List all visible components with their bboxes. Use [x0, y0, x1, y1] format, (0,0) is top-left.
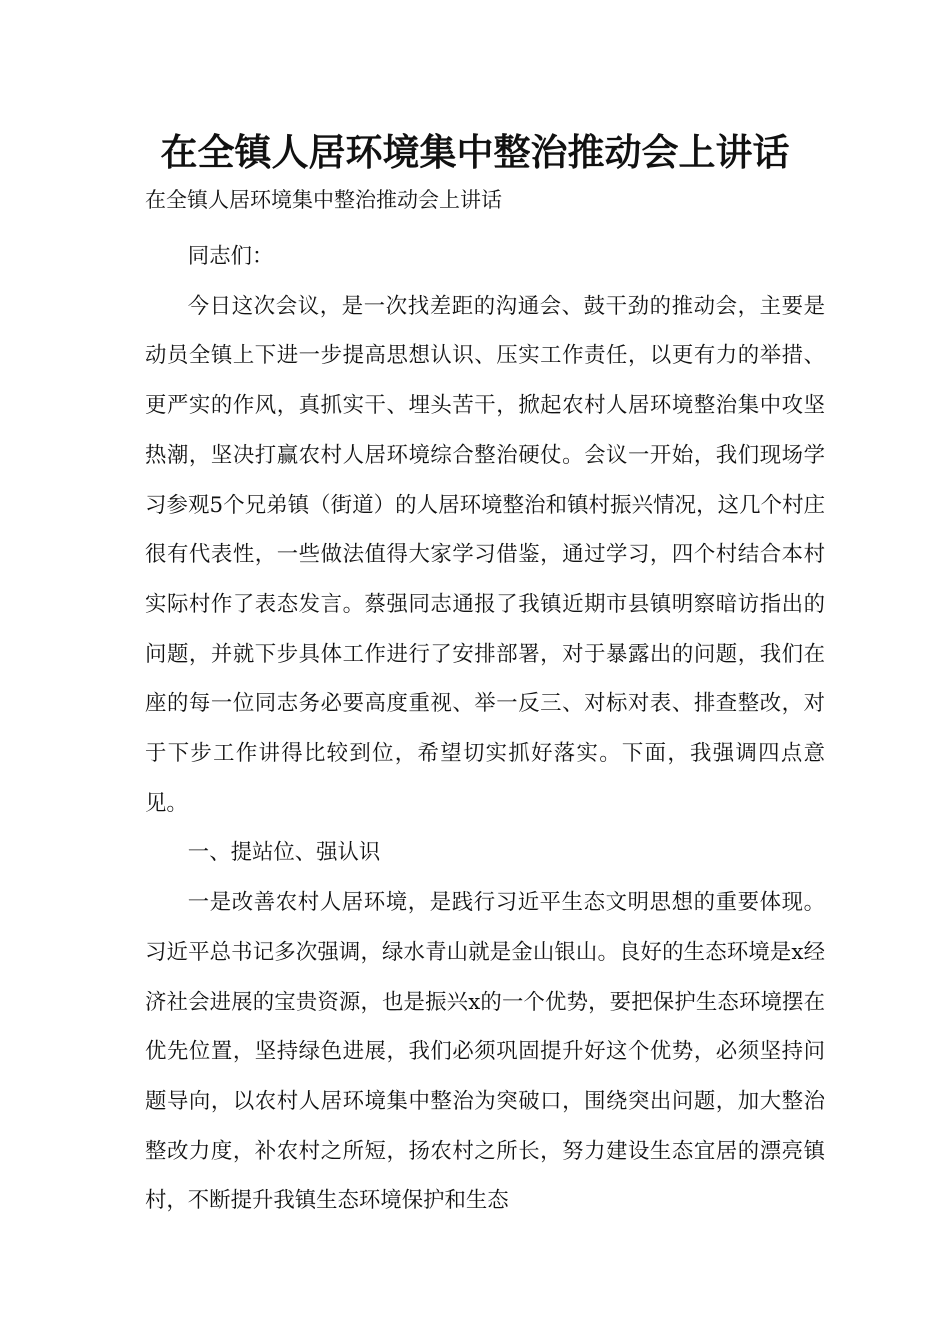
section-heading: 一、提站位、强认识 — [187, 840, 381, 866]
document-subtitle: 在全镇人居环境集中整治推动会上讲话 — [145, 188, 502, 212]
salutation: 同志们： — [187, 244, 274, 269]
document-title: 在全镇人居环境集中整治推动会上讲话 — [160, 131, 790, 174]
paragraph-point-one: 一是改善农村人居环境，是践行习近平生态文明思想的重要体现。习近平总书记多次强调，绿水青山就是金山银山。良好的生态环境是x经济社会进展的宝贵资源，也是振兴x的一个优势，要把保护生态环境摆在优先位置，坚持绿色进展，我们必须巩固提升好这个优势，必须坚持问题导向，以农村人居环境集中整治为突破口，围绕突出问题，加大整治整改力度，补农村之所短，扬农村之所长，努力建设生态宜居的漂亮镇村，不断提升我镇生态环境保护和生态 — [145, 890, 825, 1214]
document-body — [145, 232, 825, 1226]
paragraph-intro: 今日这次会议，是一次找差距的沟通会、鼓干劲的推动会，主要是动员全镇上下进一步提高思想认识、压实工作责任，以更有力的举措、更严实的作风，真抓实干、埋头苦干，掀起农村人居环境整治集中攻坚热潮，坚决打赢农村人居环境综合整治硬仗。会议一开始，我们现场学习参观5个兄弟镇（街道）的人居环境整治和镇村振兴情况，这几个村庄很有代表性，一些做法值得大家学习借鉴，通过学习，四个村结合本村实际村作了表态发言。蔡强同志通报了我镇近期市县镇明察暗访指出的问题，并就下步具体工作进行了安排部署，对于暴露出的问题，我们在座的每一位同志务必要高度重视、举一反三、对标对表、排查整改，对于下步工作讲得比较到位，希望切实抓好落实。下面，我强调四点意见。 — [145, 293, 825, 816]
